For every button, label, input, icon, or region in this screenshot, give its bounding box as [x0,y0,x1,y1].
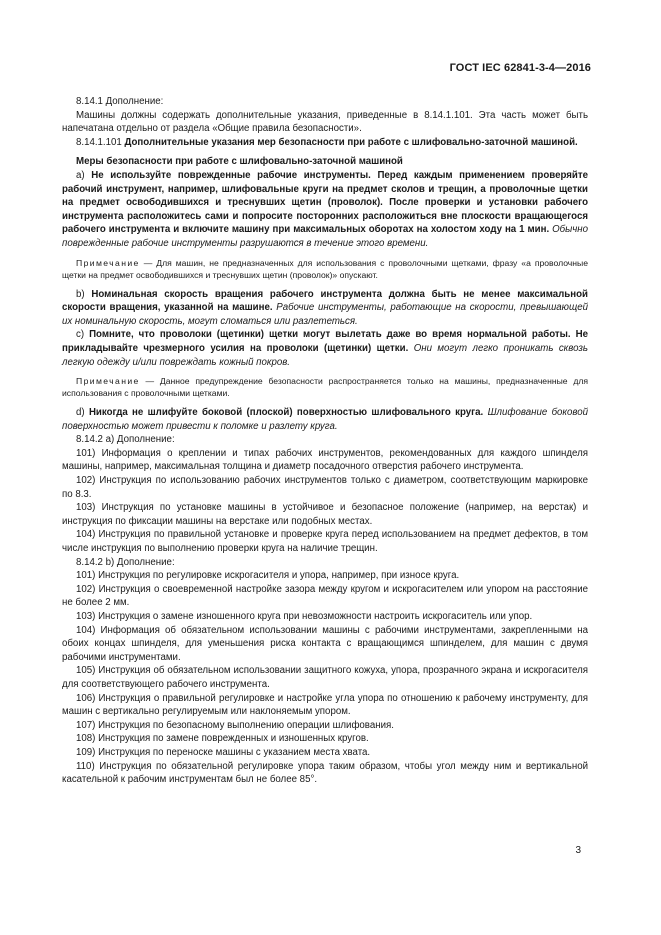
paragraph-8-14-1-text: Машины должны содержать дополнительные указания, приведенные в 8.14.1.101. Эта часть может быть напечатана отдельно от раздела «Общие правила безопасности». [62,109,588,135]
document-body [62,95,588,787]
list-item: 105) Инструкция об обязательном использовании защитного кожуха, упора, прозрачного экрана и искрогасителя для соответствующего рабочего инструмента. [62,665,588,690]
list-item: 104) Информация об обязательном использовании машины с рабочими инструментами, закрепленными на обоих концах шпинделя, для уменьшения риска контакта с вращающимся шпинделем, для машин с двумя рабочими инструментами. [62,624,588,663]
item-explanation: Они могут легко проникать сквозь легкую одежду и/или повреждать кожный покров. [62,342,588,368]
note-1 [62,257,588,281]
safety-item-a [62,169,588,251]
list-item: 103) Инструкция о замене изношенного круга при невозможности настроить искрогаситель или упор. [76,611,533,622]
item-warning: Номинальная скорость вращения рабочего инструмента должна быть не менее максимальной скорости вращения, указанной на машине. [62,288,588,314]
item-marker: c) [76,329,90,341]
list-item: 110) Инструкция по обязательной регулировке упора таким образом, чтобы угол между ним и вертикальной касательной к рабочим инструментам был не более 85°. [62,760,588,786]
item-warning: Не используйте поврежденные рабочие инструменты. Перед каждым применением проверяйте рабочий инструмент, например, шлифовальные круги на предмет сколов и трещин, а проволочные щетки на предмет освободившихся и треснувших щетин (проволок). После проверки и установки рабочего инструмента расположитесь сами и попросите посторонних расположиться вне плоскости вращающегося рабочего инструмента и включите машину при максимальных оборотах на холостом ходу на 1 мин. [62,169,588,236]
list-item: 101) Информация о креплении и типах рабочих инструментов, рекомендованных для каждого шпинделя машины, например, максимальная толщина и диаметр посадочного отверстия рабочего инструмента. [62,447,588,473]
paragraph-8-14-1-101 [62,136,588,150]
paragraph-8-14-2-b: 8.14.2 b) Дополнение: [76,556,175,568]
clause-number: 8.14.1.101 [76,136,125,148]
item-marker: d) [76,407,89,419]
list-item: 102) Инструкция о своевременной настройке зазора между кругом и искрогасителем или упором на расстояние не более 2 мм. [62,583,588,609]
list-item: 103) Инструкция по установке машины в устойчивое и безопасное положение (например, на верстак) и инструкция по фиксации машины на верстаке или подобных местах. [62,502,588,527]
note-text: — Данное предупреждение безопасности распространяется только на машины, предназначенные для использования с проволочными щетками. [62,376,588,399]
item-warning: Никогда не шлифуйте боковой (плоской) поверхностью шлифовального круга. [88,407,484,419]
safety-item-d [62,406,588,433]
item-explanation: Рабочие инструменты, работающие на скорости, превышающей их номинальную скорость, могут сломаться или разлететься. [62,302,588,327]
list-item: 106) Инструкция о правильной регулировке и настройке угла упора по отношению к рабочему инструменту, для машин с вертикально регулируемым или наклоняемым упором. [62,692,588,718]
item-explanation: Обычно поврежденные рабочие инструменты разрушаются в течение этого времени. [62,224,588,249]
note-label: Примечание [76,376,140,387]
list-item: 102) Инструкция по использованию рабочих инструментов только с диаметром, соответствующим маркировке по 8.3. [62,475,588,500]
list-item: 104) Инструкция по правильной установке и проверке круга перед использованием на предмет дефектов, в том числе инструкция по выполнению проверки круга на наличие трещин. [62,529,588,555]
list-item: 101) Инструкция по регулировке искрогасителя и упора, например, при износе круга. [76,570,460,582]
clause-heading: Дополнительные указания мер безопасности при работе с шлифовально-заточной машиной. [124,136,578,148]
item-explanation: Шлифование боковой поверхностью может привести к поломке и разлету круга. [62,407,589,432]
standard-header: ГОСТ IEC 62841-3-4—2016 [449,62,591,74]
safety-item-b [62,288,588,329]
item-warning: Помните, что проволоки (щетинки) щетки могут вылетать даже во время нормальной работы. Не прикладывайте чрезмерного усилия на проволоки (щетинки) щетки. [62,329,588,354]
list-item: 109) Инструкция по переноске машины с указанием места хвата. [76,746,371,758]
item-marker: a) [76,169,92,181]
item-marker: b) [76,288,92,300]
list-item: 108) Инструкция по замене поврежденных и изношенных кругов. [76,733,369,745]
list-item: 107) Инструкция по безопасному выполнению операции шлифования. [76,719,394,731]
note-label: Примечание [76,257,140,268]
note-text: — Для машин, не предназначенных для использования с проволочными щетками, фразу «а проволочные щетки на предмет освободившихся и треснувших щетин (проволок)» опускают. [62,257,588,280]
safety-section-title: Меры безопасности при работе с шлифовально-заточной машиной [76,156,403,168]
paragraph-8-14-1: 8.14.1 Дополнение: [76,96,164,107]
safety-item-c [62,328,588,369]
page-number: 3 [575,845,581,856]
note-2 [62,375,588,399]
paragraph-8-14-2-a: 8.14.2 a) Дополнение: [76,434,175,446]
